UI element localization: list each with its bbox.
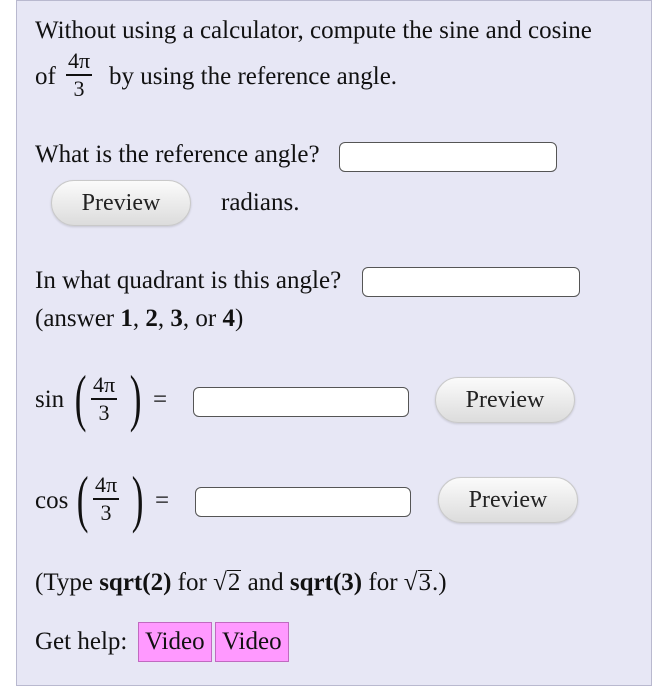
sin-answer-input[interactable] [193, 387, 409, 417]
fraction-numerator: 4π [95, 472, 118, 497]
sqrt-symbol: √ [403, 569, 418, 596]
cos-answer-input[interactable] [195, 487, 411, 517]
cos-right-paren: ) [131, 463, 144, 534]
problem-text-line2: by using the reference angle. [109, 63, 398, 90]
video-link-1[interactable]: Video [138, 622, 212, 662]
reference-angle-input[interactable] [339, 142, 557, 172]
reference-angle-question: What is the reference angle? [35, 141, 320, 168]
quadrant-question: In what quadrant is this angle? [35, 267, 342, 294]
problem-angle-fraction [66, 49, 92, 101]
sin-equals: = [153, 386, 168, 413]
sqrt-radicand: 3 [418, 569, 432, 596]
quadrant-input[interactable] [362, 267, 580, 297]
fraction-numerator: 4π [68, 48, 91, 73]
sqrt-radicand: 2 [227, 569, 241, 596]
cos-angle-fraction [93, 473, 119, 525]
video-link-2[interactable]: Video [215, 622, 289, 662]
cos-function-label: cos [35, 487, 69, 514]
problem-of: of [35, 63, 56, 90]
reference-preview-button[interactable]: Preview [51, 180, 191, 226]
cos-left-paren: ( [76, 463, 89, 534]
sin-angle-fraction [91, 373, 117, 425]
quadrant-hint: (answer 1, 2, 3, or 4) [35, 305, 244, 332]
cos-equals: = [155, 487, 170, 514]
radians-label: radians. [221, 189, 300, 216]
sin-right-paren: ) [129, 362, 142, 433]
fraction-numerator: 4π [93, 372, 116, 397]
sqrt-symbol: √ [213, 569, 227, 596]
fraction-denominator: 3 [73, 76, 85, 101]
sin-left-paren: ( [74, 362, 87, 433]
sin-function-label: sin [35, 386, 65, 413]
type-hint: (Type sqrt(2) for √2 and sqrt(3) for √3.) [35, 569, 447, 596]
fraction-denominator: 3 [100, 500, 112, 525]
cos-preview-button[interactable]: Preview [438, 477, 578, 523]
get-help-label: Get help: [35, 628, 128, 655]
problem-panel [16, 0, 652, 686]
sin-preview-button[interactable]: Preview [435, 377, 575, 423]
problem-text-line1: Without using a calculator, compute the sine and cosine [35, 17, 592, 44]
fraction-denominator: 3 [98, 400, 110, 425]
